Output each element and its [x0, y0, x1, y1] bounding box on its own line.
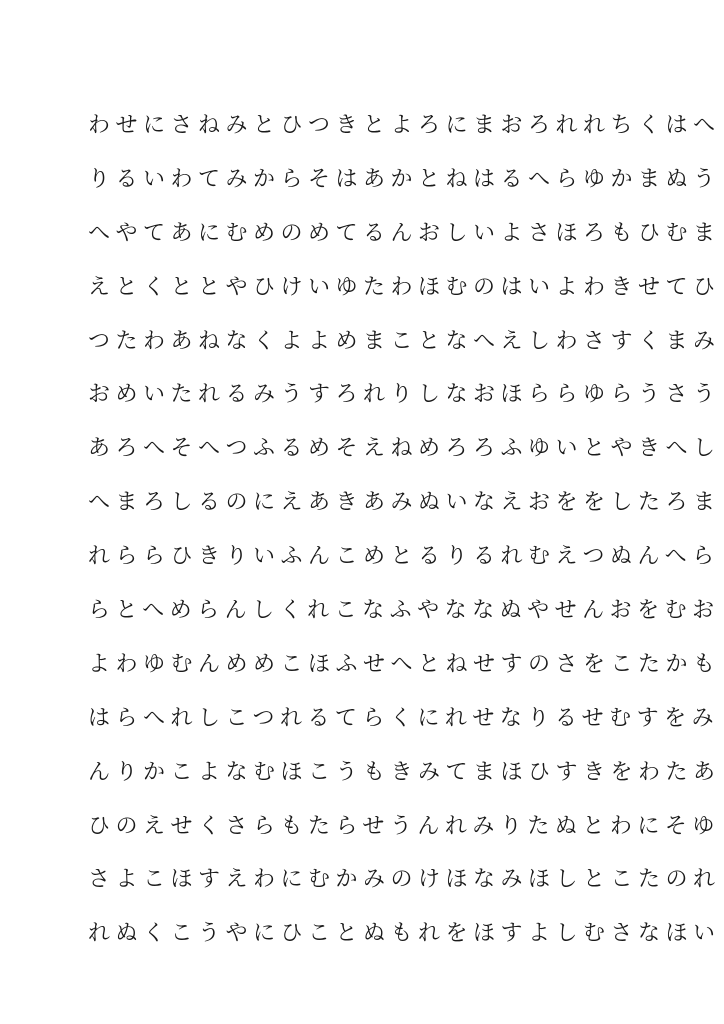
text-line: れぬくこうやにひことぬもれをほすよしむさなほい [88, 921, 721, 947]
text-line: さよこほすえわにむかみのけほなみほしとこたのれ [88, 867, 721, 893]
text-line: つたわあねなくよよめまことなへえしわさすくまみ [88, 328, 721, 354]
text-line: ひのえせくさらもたらせうんれみりたぬとわにそゆ [88, 813, 720, 839]
text-line: へまろしるのにえあきあみぬいなえおををしたろま [88, 490, 721, 516]
text-line: えとくととやひけいゆたわほむのはいよわきせてひ [88, 274, 721, 300]
text-line: れららひきりいふんこめとるりるれむえつぬんへら [88, 544, 720, 570]
text-line: へやてあにむめのめてるんおしいよさほろもひむま [88, 220, 721, 246]
text-line: んりかこよなむほこうもきみてまほひすきをわたあ [88, 759, 721, 785]
text-line: よわゆむんめめこほふせへとねせすのさをこたかも [88, 651, 721, 677]
text-line: はらへれしこつれるてらくにれせなりるせむすをみ [88, 705, 720, 731]
text-line: あろへそへつふるめそえねめろろふゆいとやきへし [88, 436, 721, 462]
text-block [88, 107, 721, 969]
text-line: わせにさねみとひつきとよろにまおろれれちくはへ [88, 113, 721, 138]
text-line: らとへめらんしくれこなふやななぬやせんおをむお [88, 598, 720, 624]
text-line: おめいたれるみうすろれりしなおほららゆらうさう [88, 382, 721, 408]
text-line: りるいわてみからそはあかとねはるへらゆかまぬう [88, 166, 721, 192]
